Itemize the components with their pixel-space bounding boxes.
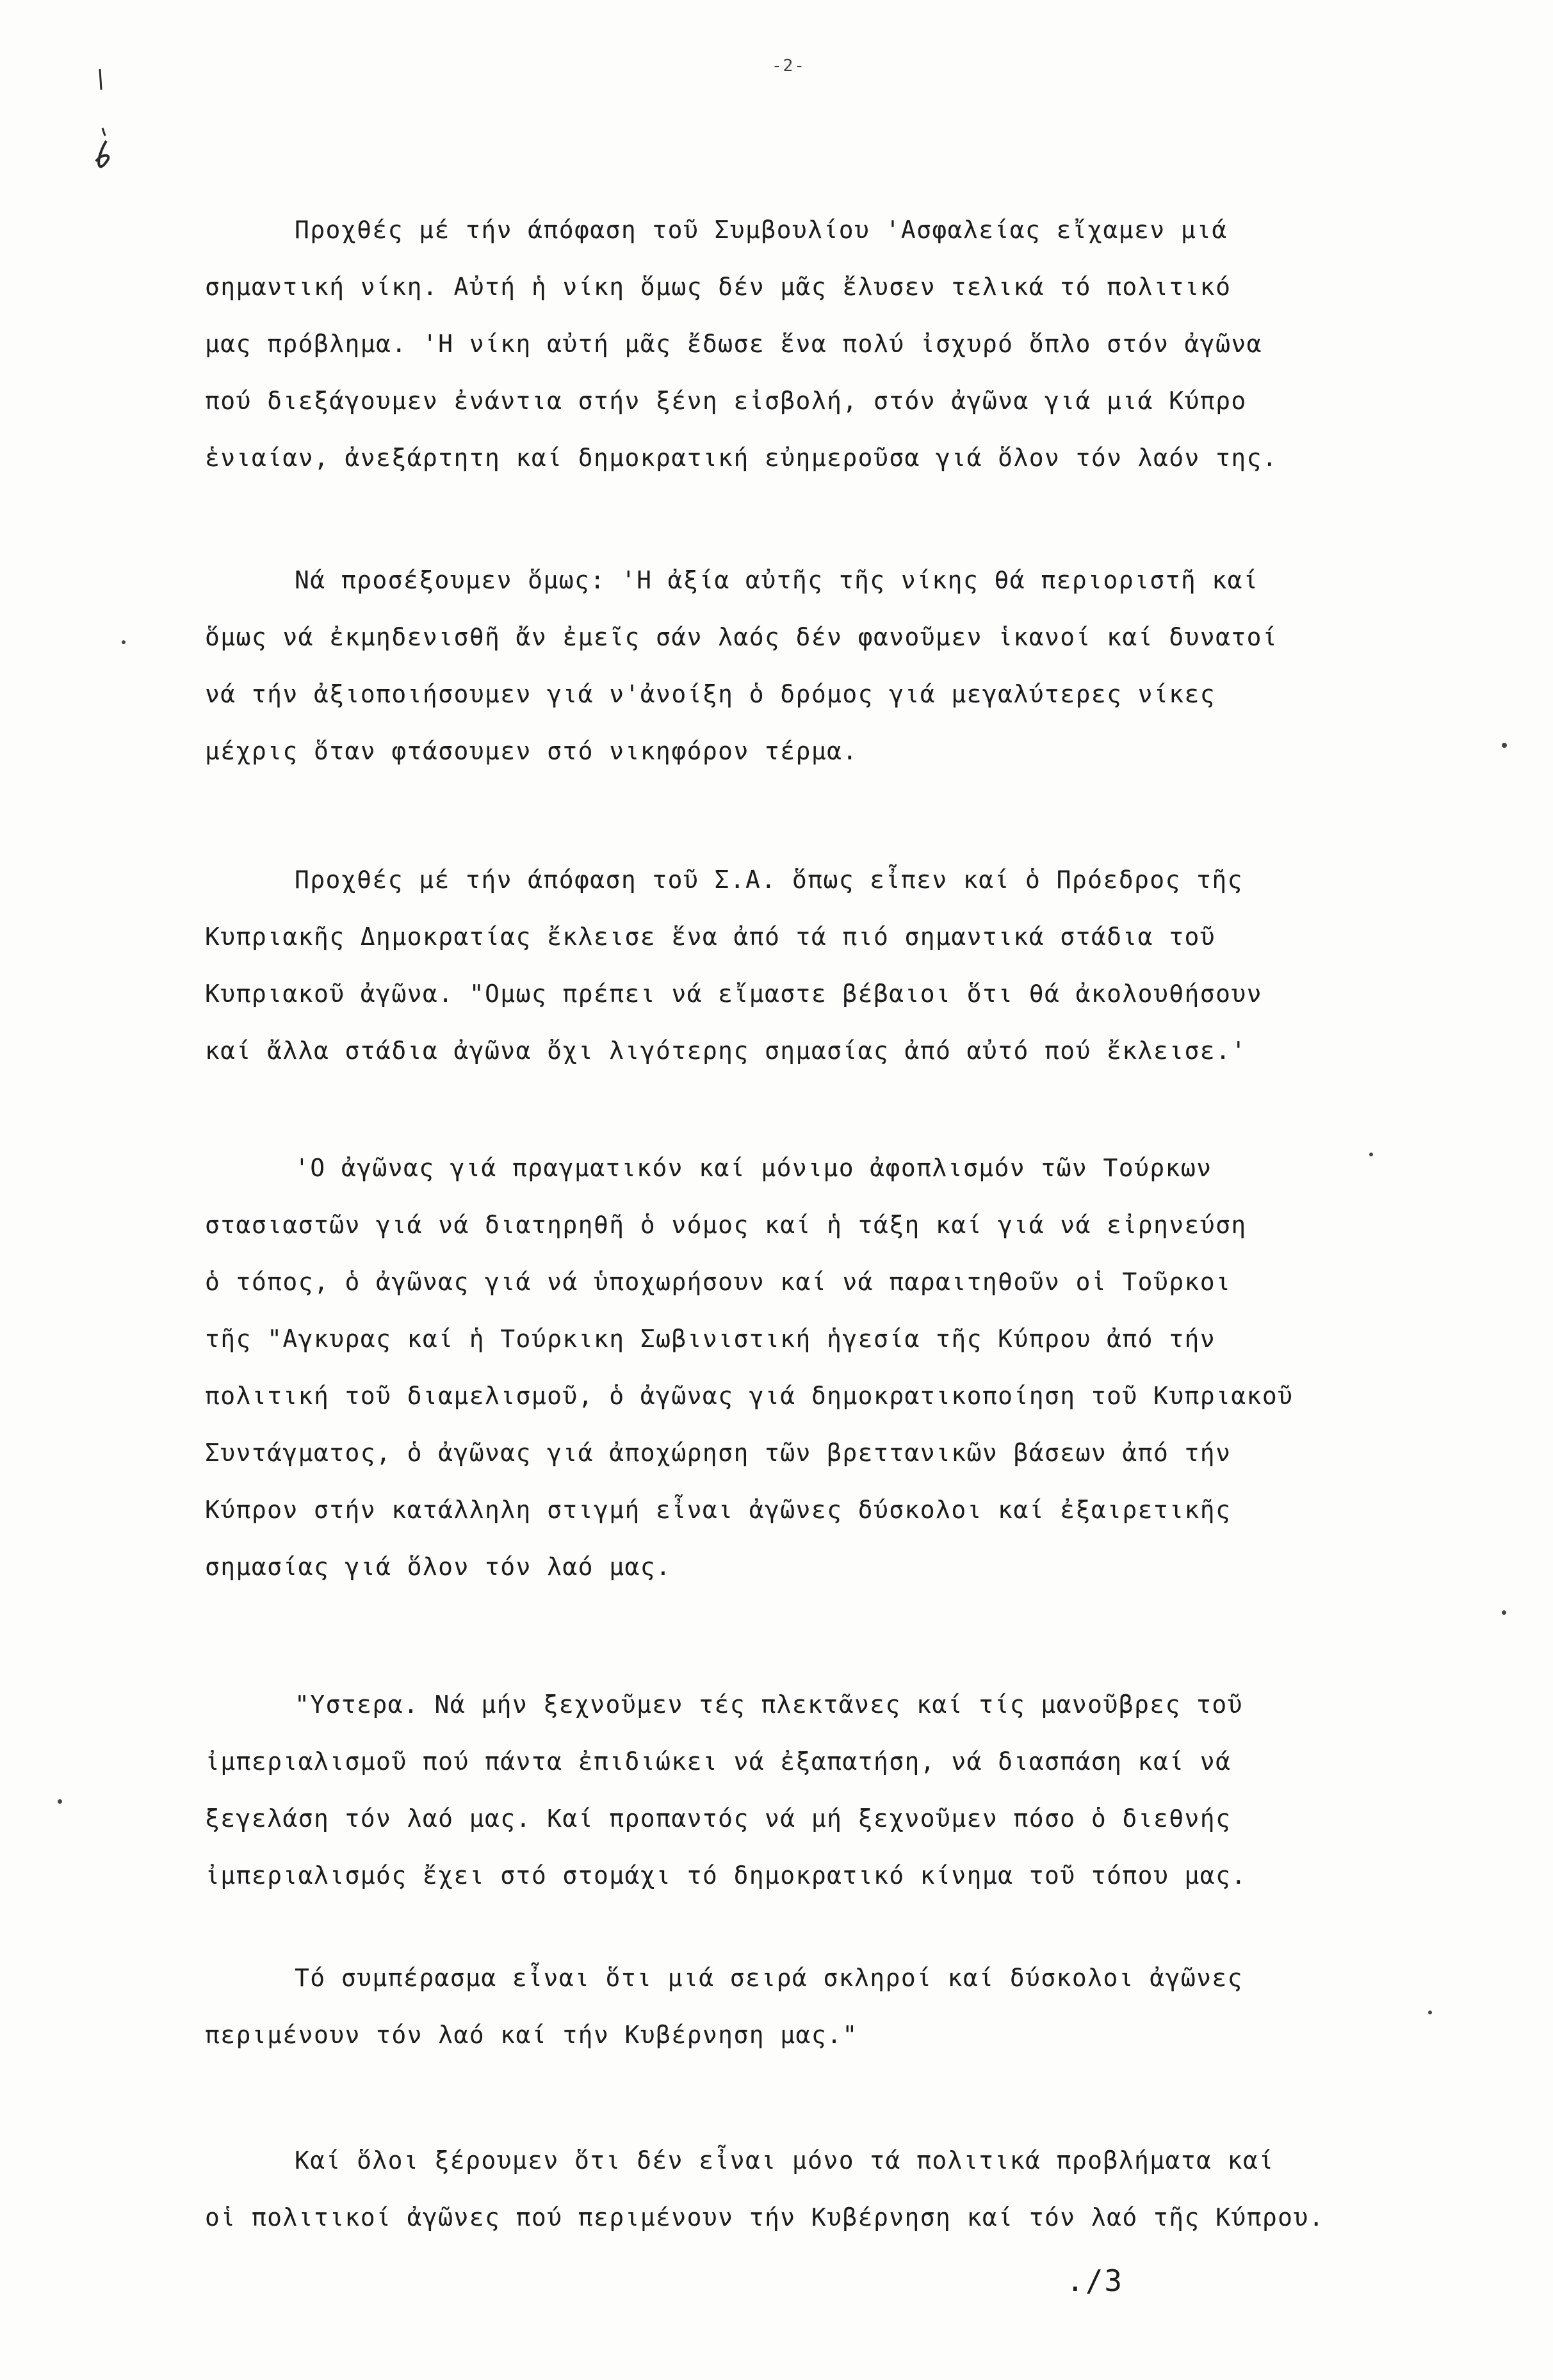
handwritten-corner-mark — [88, 64, 114, 173]
text-line: "Υστερα. Νά μήν ξεχνοῦμεν τές πλεκτᾶνες καί τίς μανοῦβρες τοῦ — [295, 1690, 1243, 1719]
text-line: Τό συμπέρασμα εἶναι ὅτι μιά σειρά σκληροί καί δύσκολοι ἀγῶνες — [295, 1964, 1243, 1992]
scan-speck — [58, 1799, 62, 1804]
paragraph-5 — [205, 1676, 1409, 1904]
scan-speck — [1369, 1153, 1373, 1156]
text-line: 'Ο ἀγῶνας γιά πραγματικόν καί μόνιμο ἀφοπλισμόν τῶν Τούρκων — [295, 1154, 1212, 1182]
text-line: Καί ὅλοι ξέρουμεν ὅτι δέν εἶναι μόνο τά πολιτικά προβλήματα καί — [295, 2146, 1274, 2174]
text-line: ξεγελάση τόν λαό μας. Καί προπαντός νά μή ξεχνοῦμεν πόσο ὁ διεθνής — [205, 1804, 1232, 1833]
text-line: ἰμπεριαλισμός ἔχει στό στομάχι τό δημοκρατικό κίνημα τοῦ τόπου μας. — [205, 1861, 1247, 1890]
text-line: Κυπριακῆς Δημοκρατίας ἔκλεισε ἕνα ἀπό τά πιό σημαντικά στάδια τοῦ — [205, 923, 1216, 951]
text-line: μας πρόβλημα. 'Η νίκη αὐτή μᾶς ἔδωσε ἕνα πολύ ἰσχυρό ὅπλο στόν ἀγῶνα — [205, 330, 1262, 358]
text-line: σημασίας γιά ὅλον τόν λαό μας. — [205, 1553, 672, 1581]
text-line: πού διεξάγουμεν ἐνάντια στήν ξένη εἰσβολή, στόν ἀγῶνα γιά μιά Κύπρο — [205, 387, 1247, 415]
text-line: πολιτική τοῦ διαμελισμοῦ, ὁ ἀγῶνας γιά δημοκρατικοποίηση τοῦ Κυπριακοῦ — [205, 1382, 1294, 1410]
text-line: μέχρις ὅταν φτάσουμεν στό νικηφόρον τέρμα. — [205, 737, 858, 765]
paragraph-4 — [205, 1140, 1409, 1596]
text-line: ὁ τόπος, ὁ ἀγῶνας γιά νά ὑποχωρήσουν καί νά παραιτηθοῦν οἱ Τοῦρκοι — [205, 1268, 1232, 1296]
scan-speck — [1502, 1610, 1506, 1615]
text-line: Προχθές μέ τήν άπόφαση τοῦ Σ.Α. ὅπως εἶπεν καί ὁ Πρόεδρος τῆς — [295, 866, 1243, 894]
text-line: τῆς "Αγκυρας καί ἡ Τούρκικη Σωβινιστική ἡγεσία τῆς Κύπρου ἀπό τήν — [205, 1325, 1216, 1353]
page-number: ./3 — [1066, 2263, 1124, 2298]
scan-speck — [1502, 743, 1507, 748]
paragraph-7 — [205, 2132, 1409, 2246]
text-line: Νά προσέξουμεν ὅμως: 'Η ἀξία αὐτῆς τῆς νίκης θά περιοριστῆ καί — [295, 566, 1259, 594]
paragraph-1 — [205, 202, 1409, 487]
text-line: Συντάγματος, ὁ ἀγῶνας γιά ἀποχώρηση τῶν βρεττανικῶν βάσεων ἀπό τήν — [205, 1439, 1232, 1467]
text-line: Κυπριακοῦ ἀγῶνα. "Ομως πρέπει νά εἴμαστε βέβαιοι ὅτι θά ἀκολουθήσουν — [205, 980, 1262, 1008]
text-line: καί ἄλλα στάδια ἀγῶνα ὄχι λιγότερης σημασίας ἀπό αὐτό πού ἔκλεισε.' — [205, 1037, 1247, 1065]
text-line: Προχθές μέ τήν άπόφαση τοῦ Συμβουλίου 'Ασφαλείας εἴχαμεν μιά — [295, 216, 1228, 244]
text-line: ὅμως νά ἐκμηδενισθῆ ἄν ἐμεῖς σάν λαός δέν φανοῦμεν ἱκανοί καί δυνατοί — [205, 623, 1278, 651]
paragraph-2 — [205, 552, 1409, 780]
text-line: περιμένουν τόν λαό καί τήν Κυβέρνηση μας." — [205, 2021, 858, 2049]
text-line: στασιαστῶν γιά νά διατηρηθῆ ὁ νόμος καί ἡ τάξη καί γιά νά εἰρηνεύση — [205, 1211, 1247, 1239]
text-line: νά τήν ἀξιοποιήσουμεν γιά ν'ἀνοίξη ὁ δρόμος γιά μεγαλύτερες νίκες — [205, 680, 1216, 708]
scan-speck — [1428, 2011, 1432, 2014]
text-line: σημαντική νίκη. Αὐτή ἡ νίκη ὅμως δέν μᾶς ἔλυσεν τελικά τό πολιτικό — [205, 273, 1232, 301]
text-line: ἰμπεριαλισμοῦ πού πάντα ἐπιδιώκει νά ἐξαπατήση, νά διασπάση καί νά — [205, 1747, 1232, 1776]
paragraph-3 — [205, 852, 1409, 1080]
text-line: οἱ πολιτικοί ἀγῶνες πού περιμένουν τήν Κυβέρνηση καί τόν λαό τῆς Κύπρου. — [205, 2203, 1325, 2231]
scan-speck — [122, 640, 126, 644]
text-line: ἑνιαίαν, ἀνεξάρτητη καί δημοκρατική εὐημεροῦσα γιά ὅλον τόν λαόν της. — [205, 444, 1278, 472]
paragraph-6 — [205, 1950, 1409, 2064]
text-line: Κύπρον στήν κατάλληλη στιγμή εἶναι ἀγῶνες δύσκολοι καί ἐξαιρετικῆς — [205, 1496, 1232, 1524]
header-page-mark: -2- — [772, 56, 806, 76]
